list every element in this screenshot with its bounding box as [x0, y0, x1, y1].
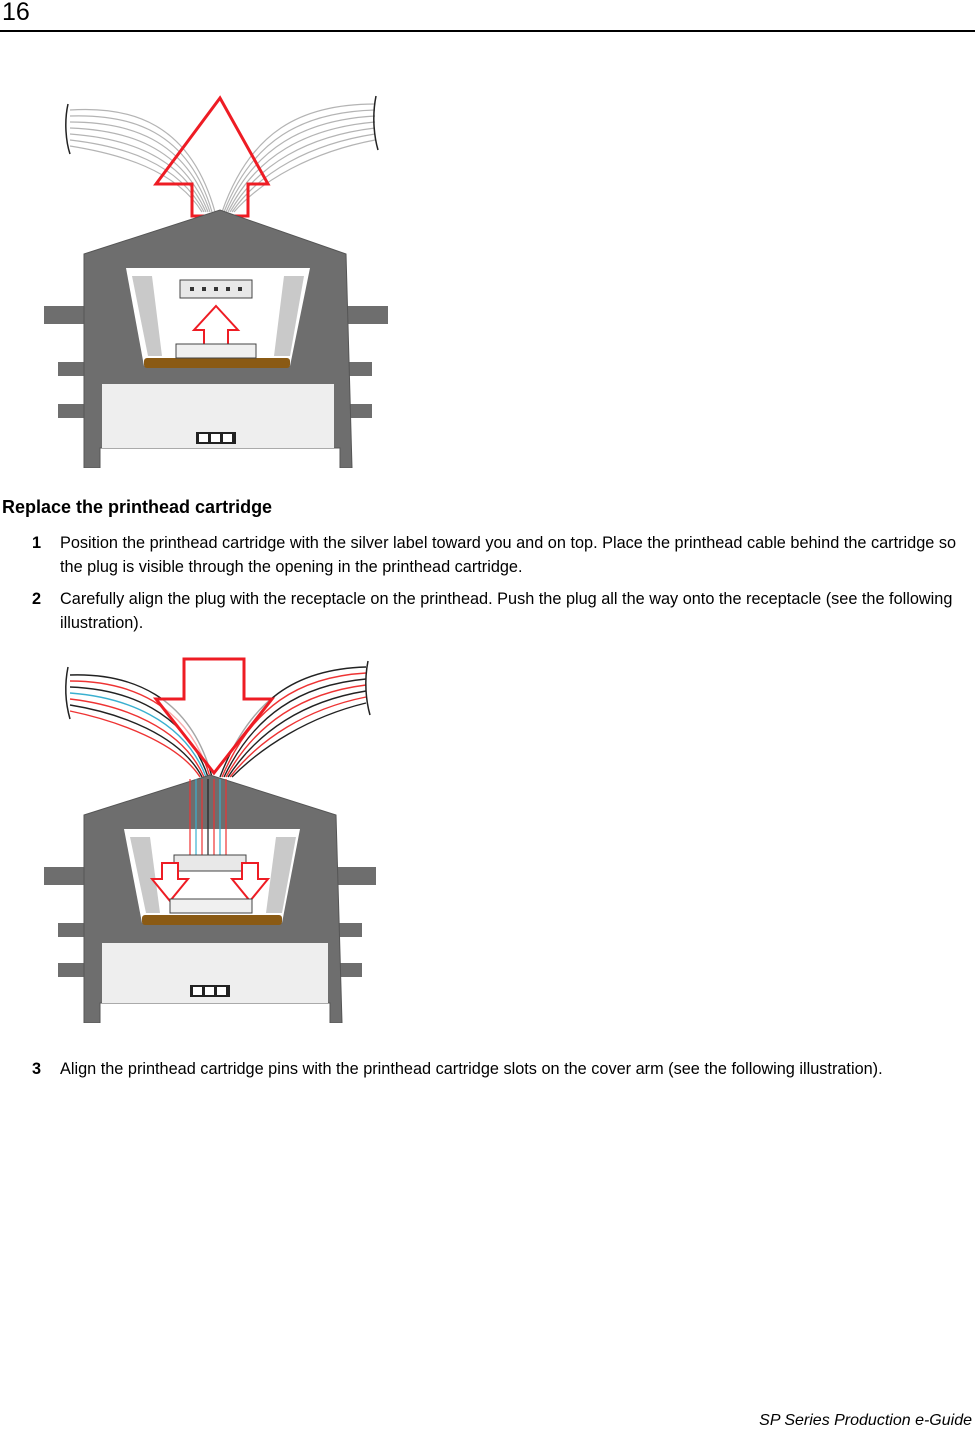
step-text: Align the printhead cartridge pins with the printhead cartridge slots on the cover arm (see the following illustration). [60, 1060, 883, 1078]
cartridge-plug-in-illustration [40, 655, 380, 1023]
step-number: 1 [32, 534, 42, 552]
step-number: 3 [32, 1060, 42, 1078]
header-divider [0, 30, 975, 32]
cartridge-unplug-illustration [40, 92, 392, 468]
step-number: 2 [32, 590, 42, 608]
section-title: Replace the printhead cartridge [2, 497, 273, 517]
footer-guide-title: SP Series Production e-Guide [759, 1412, 972, 1429]
step-text: Position the printhead cartridge with the silver label toward you and on top. Place the printhead cable behind the cartridge so the plug is visible through the opening in the printhead cartridge. [60, 534, 957, 576]
page-number: 16 [2, 0, 30, 26]
step-text: Carefully align the plug with the receptacle on the printhead. Push the plug all the way onto the receptacle (see the following illustration). [60, 590, 953, 632]
